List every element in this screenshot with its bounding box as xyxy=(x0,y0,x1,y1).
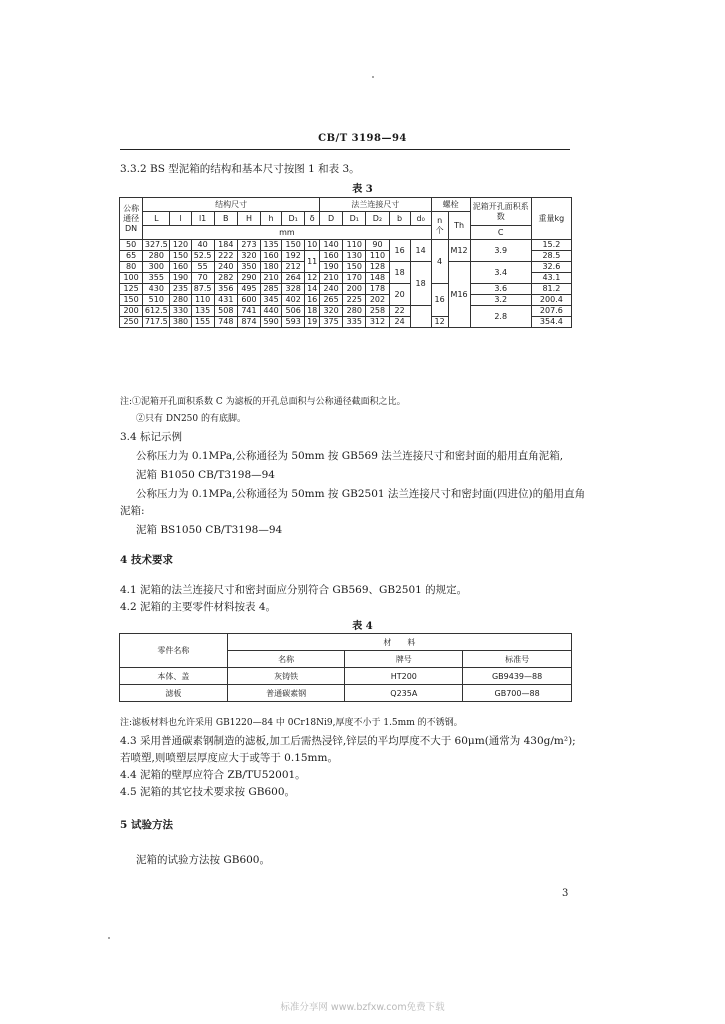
table-cell: 110 xyxy=(366,251,389,262)
table-cell: 18 xyxy=(305,306,320,317)
table-row xyxy=(120,685,572,702)
table3-note-2: ②只有 DN250 的有底脚。 xyxy=(136,414,246,424)
table-cell: 11 xyxy=(305,251,320,273)
table-cell: 328 xyxy=(282,284,305,295)
table-cell: 40 xyxy=(191,240,214,251)
sub-header: C xyxy=(470,226,531,240)
table-cell: 250 xyxy=(120,317,143,328)
table-4 xyxy=(119,633,572,702)
table-cell: 150 xyxy=(120,295,143,306)
table-cell: 155 xyxy=(191,317,214,328)
table-cell: 612.5 xyxy=(143,306,170,317)
header-material: 材 料 xyxy=(227,634,571,651)
table-cell: 265 xyxy=(320,295,343,306)
table-cell: 748 xyxy=(214,317,237,328)
table-cell: 207.6 xyxy=(531,306,571,317)
page-number: 3 xyxy=(562,888,569,899)
sub-header: Th xyxy=(448,212,470,240)
table-cell: 16 xyxy=(431,284,448,317)
table-cell: 210 xyxy=(261,273,282,284)
table-cell: 356 xyxy=(214,284,237,295)
table-cell: 52.5 xyxy=(191,251,214,262)
table-cell: 345 xyxy=(261,295,282,306)
table-cell: 87.5 xyxy=(191,284,214,295)
table-cell: Q235A xyxy=(345,685,463,702)
table-cell: 70 xyxy=(191,273,214,284)
unit-mm: mm xyxy=(143,226,432,240)
table-cell: 170 xyxy=(343,273,366,284)
table-cell: 330 xyxy=(170,306,191,317)
table-cell: 140 xyxy=(320,240,343,251)
table-cell: 4 xyxy=(431,240,448,284)
table-cell: 285 xyxy=(261,284,282,295)
table-cell: 150 xyxy=(343,262,366,273)
table-cell: 200 xyxy=(343,284,366,295)
table-cell: 741 xyxy=(237,306,260,317)
table-cell: 148 xyxy=(366,273,389,284)
table-cell: 14 xyxy=(410,240,431,262)
table-row xyxy=(120,306,572,317)
sub-header: l1 xyxy=(191,212,214,226)
table-cell: 10 xyxy=(305,240,320,251)
table-row xyxy=(120,295,572,306)
example-2-text: 公称压力为 0.1MPa,公称通径为 50mm 按 GB2501 法兰连接尺寸和密封面(四进位)的船用直角 xyxy=(136,488,586,500)
section-5-text: 泥箱的试验方法按 GB600。 xyxy=(136,854,270,866)
table-cell: 32.6 xyxy=(531,262,571,273)
table-cell: 375 xyxy=(320,317,343,328)
table-cell: 3.6 xyxy=(470,284,531,295)
table-cell xyxy=(410,306,431,328)
table-3 xyxy=(119,197,572,328)
header-struct: 结构尺寸 xyxy=(143,198,320,212)
table-cell: 16 xyxy=(305,295,320,306)
example-2-mark: 泥箱 BS1050 CB/T3198—94 xyxy=(136,524,283,536)
table-cell: 2.8 xyxy=(470,306,531,328)
table-cell: M12 xyxy=(448,240,470,262)
table-cell: 20 xyxy=(389,284,410,306)
table-cell: 600 xyxy=(237,295,260,306)
table-row xyxy=(120,284,572,295)
section-3-3-2-text: 3.3.2 BS 型泥箱的结构和基本尺寸按图 1 和表 3。 xyxy=(120,163,360,175)
table-row xyxy=(120,668,572,685)
table-cell: 350 xyxy=(237,262,260,273)
header-grade: 牌号 xyxy=(345,651,463,668)
sub-header-n: n 个 xyxy=(431,212,448,240)
header-name: 名称 xyxy=(227,651,345,668)
table-cell: 508 xyxy=(214,306,237,317)
sub-header: D₁ xyxy=(282,212,305,226)
clause-4-2: 4.2 泥箱的主要零件材料按表 4。 xyxy=(120,601,277,613)
table-cell: 150 xyxy=(170,251,191,262)
clause-4-1: 4.1 泥箱的法兰连接尺寸和密封面应分别符合 GB569、GB2501 的规定。 xyxy=(120,584,468,596)
table-cell: 80 xyxy=(120,262,143,273)
sub-header: H xyxy=(237,212,260,226)
table-cell: 335 xyxy=(343,317,366,328)
table-cell: 12 xyxy=(431,317,448,328)
table-cell: 874 xyxy=(237,317,260,328)
table-cell: 150 xyxy=(282,240,305,251)
table-cell: 593 xyxy=(282,317,305,328)
table-cell: 312 xyxy=(366,317,389,328)
table-cell: 240 xyxy=(320,284,343,295)
table-cell: 282 xyxy=(214,273,237,284)
table-cell: 110 xyxy=(343,240,366,251)
table-cell: 135 xyxy=(191,306,214,317)
table-cell: 380 xyxy=(170,317,191,328)
table-cell: 55 xyxy=(191,262,214,273)
clause-4-3-cont: 若喷塑,则喷塑层厚度应大于或等于 0.15mm。 xyxy=(120,752,338,764)
table-cell: 235 xyxy=(170,284,191,295)
table-cell: 65 xyxy=(120,251,143,262)
sub-header: d₀ xyxy=(410,212,431,226)
table-cell: 212 xyxy=(282,262,305,273)
sub-header: L xyxy=(143,212,170,226)
table-cell: 81.2 xyxy=(531,284,571,295)
header-dn: 公称通径DN xyxy=(120,198,143,240)
table-cell: 202 xyxy=(366,295,389,306)
table-cell: 120 xyxy=(170,240,191,251)
header-coef: 泥箱开孔面积系数 xyxy=(470,198,531,226)
sub-header: b xyxy=(389,212,410,226)
scan-speck xyxy=(372,76,374,78)
table-cell: 200 xyxy=(120,306,143,317)
table-cell: 50 xyxy=(120,240,143,251)
table-cell: 135 xyxy=(261,240,282,251)
table-cell: 495 xyxy=(237,284,260,295)
table-cell: 本体、盖 xyxy=(120,668,228,685)
header-bolt: 螺栓 xyxy=(431,198,470,212)
clause-4-4: 4.4 泥箱的壁厚应符合 ZB/TU52001。 xyxy=(120,769,306,781)
table-cell: 160 xyxy=(170,262,191,273)
table-cell: 178 xyxy=(366,284,389,295)
table-cell: 510 xyxy=(143,295,170,306)
table-cell: 15.2 xyxy=(531,240,571,251)
clause-4-5: 4.5 泥箱的其它技术要求按 GB600。 xyxy=(120,786,296,798)
table-cell: 273 xyxy=(237,240,260,251)
example-1-text: 公称压力为 0.1MPa,公称通径为 50mm 按 GB569 法兰连接尺寸和密封面的船用直角泥箱, xyxy=(136,450,564,462)
table-cell: 327.5 xyxy=(143,240,170,251)
document-header: CB/T 3198—94 xyxy=(318,133,407,144)
table-cell: 355 xyxy=(143,273,170,284)
sub-header: δ xyxy=(305,212,320,226)
header-flange: 法兰连接尺寸 xyxy=(320,198,432,212)
table-cell: 普通碳素钢 xyxy=(227,685,345,702)
sub-header: l xyxy=(170,212,191,226)
table-cell: 3.2 xyxy=(470,295,531,306)
table-cell: 22 xyxy=(389,306,410,317)
table-cell: 320 xyxy=(237,251,260,262)
table-cell: 225 xyxy=(343,295,366,306)
table-cell: 290 xyxy=(237,273,260,284)
table-cell: 440 xyxy=(261,306,282,317)
example-1-mark: 泥箱 B1050 CB/T3198—94 xyxy=(136,469,275,481)
table-cell: 128 xyxy=(366,262,389,273)
table-cell: 192 xyxy=(282,251,305,262)
table-cell: 506 xyxy=(282,306,305,317)
header-rule xyxy=(120,149,570,150)
table-cell: 258 xyxy=(366,306,389,317)
table-cell: 717.5 xyxy=(143,317,170,328)
table-cell: 190 xyxy=(170,273,191,284)
table-cell: 210 xyxy=(320,273,343,284)
sub-header: D xyxy=(320,212,343,226)
example-2-text-cont: 泥箱: xyxy=(120,505,145,517)
table3-note-1: 注:①泥箱开孔面积系数 C 为滤板的开孔总面积与公称通径截面积之比。 xyxy=(120,397,406,407)
table-cell: 240 xyxy=(214,262,237,273)
table-cell: 3.4 xyxy=(470,262,531,284)
table-cell: 590 xyxy=(261,317,282,328)
table-cell: 3.9 xyxy=(470,240,531,262)
table-cell: 16 xyxy=(389,240,410,262)
table-cell: 402 xyxy=(282,295,305,306)
clause-4-3: 4.3 采用普通碳素钢制造的滤板,加工后需热浸锌,锌层的平均厚度不大于 60μm(通常为 430g/m²); xyxy=(120,735,576,747)
table-cell: 90 xyxy=(366,240,389,251)
table-cell: 18 xyxy=(389,262,410,284)
header-weight: 重量kg xyxy=(531,198,571,240)
table-cell: 430 xyxy=(143,284,170,295)
table-row xyxy=(120,262,572,273)
table-cell: 354.4 xyxy=(531,317,571,328)
table4-note: 注:滤板材料也允许采用 GB1220—84 中 0Cr18Ni9,厚度不小于 1.5mm 的不锈钢。 xyxy=(120,718,463,728)
sub-header: D₂ xyxy=(366,212,389,226)
table-cell: 灰铸铁 xyxy=(227,668,345,685)
table-cell: GB9439—88 xyxy=(463,668,572,685)
section-4-title: 4 技术要求 xyxy=(120,554,173,566)
table-cell: 12 xyxy=(305,273,320,284)
table-cell: 43.1 xyxy=(531,273,571,284)
table-cell: 222 xyxy=(214,251,237,262)
table-cell: 110 xyxy=(191,295,214,306)
table-cell: 184 xyxy=(214,240,237,251)
table-cell: 19 xyxy=(305,317,320,328)
table-cell: 160 xyxy=(320,251,343,262)
table-cell: 18 xyxy=(410,262,431,306)
table-cell: 200.4 xyxy=(531,295,571,306)
table-cell: 280 xyxy=(170,295,191,306)
table-cell: M16 xyxy=(448,262,470,328)
table-cell: 264 xyxy=(282,273,305,284)
table-cell: 滤板 xyxy=(120,685,228,702)
table-cell: 125 xyxy=(120,284,143,295)
table-cell: 280 xyxy=(143,251,170,262)
header-part: 零件名称 xyxy=(120,634,228,668)
section-3-4-title: 3.4 标记示例 xyxy=(120,431,183,443)
table-cell: GB700—88 xyxy=(463,685,572,702)
table-cell: 130 xyxy=(343,251,366,262)
sub-header: D₁ xyxy=(343,212,366,226)
table4-caption: 表 4 xyxy=(352,621,373,632)
header-std: 标准号 xyxy=(463,651,572,668)
table-cell: 160 xyxy=(261,251,282,262)
watermark-footer[interactable]: 标准分享网 www.bzfxw.com免费下载 xyxy=(280,1002,445,1013)
table-cell: HT200 xyxy=(345,668,463,685)
table-cell: 190 xyxy=(320,262,343,273)
sub-header: B xyxy=(214,212,237,226)
table-row xyxy=(120,240,572,251)
table-cell: 24 xyxy=(389,317,410,328)
table-cell: 300 xyxy=(143,262,170,273)
table-cell: 14 xyxy=(305,284,320,295)
table-cell: 320 xyxy=(320,306,343,317)
table-cell: 180 xyxy=(261,262,282,273)
sub-header: h xyxy=(261,212,282,226)
table-cell: 100 xyxy=(120,273,143,284)
table-cell: 280 xyxy=(343,306,366,317)
section-5-title: 5 试验方法 xyxy=(120,819,173,831)
table-cell: 28.5 xyxy=(531,251,571,262)
table-cell: 431 xyxy=(214,295,237,306)
table3-caption: 表 3 xyxy=(352,184,373,195)
scan-speck xyxy=(108,937,110,939)
